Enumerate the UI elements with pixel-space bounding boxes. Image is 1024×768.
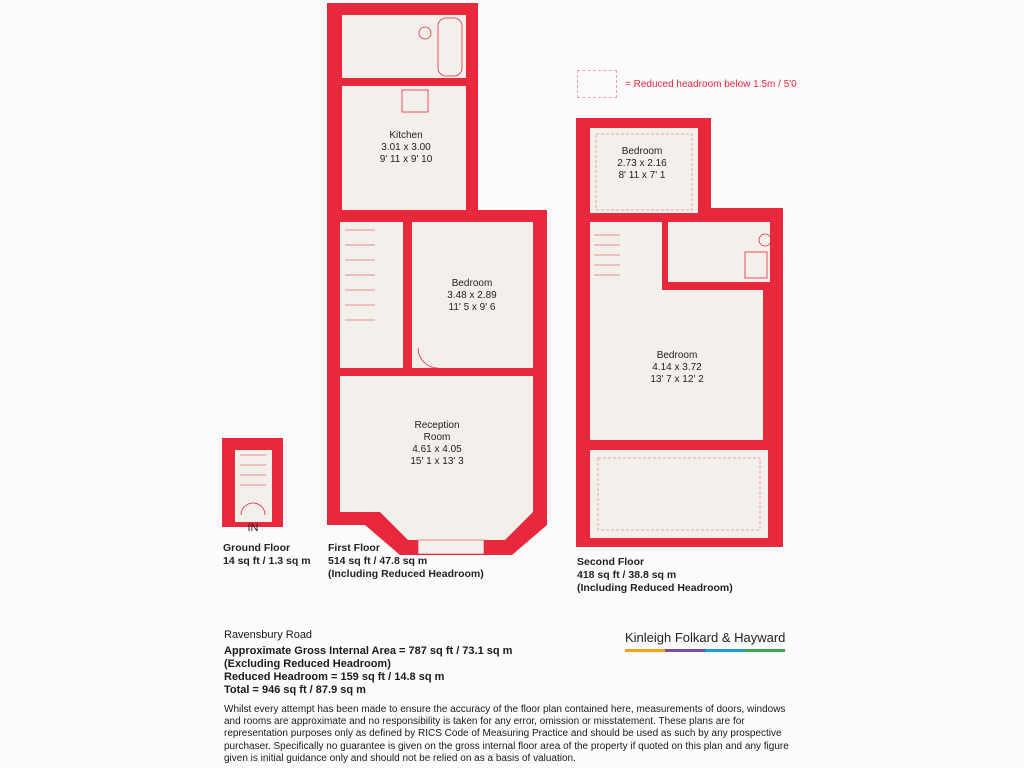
room-metric: 2.73 x 2.16 (617, 158, 667, 169)
room-imperial: 8' 11 x 7' 1 (618, 170, 666, 181)
room-label-bedroom-first (432, 278, 512, 314)
first-floor-caption (328, 542, 484, 581)
area-summary (224, 629, 512, 697)
ground-floor-caption (223, 542, 311, 568)
logo-color-bar (625, 649, 785, 652)
gross-internal-area: Approximate Gross Internal Area = 787 sq ft / 73.1 sq m (224, 645, 513, 657)
room-name: Reception (414, 420, 460, 431)
floor-area: 418 sq ft / 38.8 sq m (577, 569, 677, 581)
gia-note: (Excluding Reduced Headroom) (224, 658, 391, 670)
floor-area: 514 sq ft / 47.8 sq m (328, 555, 428, 567)
total-area: Total = 946 sq ft / 87.9 sq m (224, 684, 366, 696)
room-metric: 4.61 x 4.05 (412, 444, 462, 455)
room-name: Bedroom (621, 146, 663, 157)
disclaimer: Whilst every attempt has been made to ensure the accuracy of the floor plan contained here, measurements of doors, windows and rooms are approximate and no responsibility is taken for any error, omission or misstatement. These plans are for representation purposes only as defined by RICS Code of Measuring Practice and should be used as such by any prospective purchaser. Specifically no guarantee is given on the gross internal floor area of the property if quoted on this plan and any figure given is initial guidance only and should not be relied on as a basis of valuation. (224, 704, 789, 764)
room-name: Kitchen (389, 130, 423, 141)
legend-text: = Reduced headroom below 1.5m / 5'0 (625, 78, 797, 90)
room-metric: 3.48 x 2.89 (447, 290, 497, 301)
second-floor-caption (577, 556, 733, 595)
room-name: Bedroom (451, 278, 493, 289)
room-imperial: 11' 5 x 9' 6 (448, 302, 496, 313)
room-label-bedroom-top (602, 146, 682, 182)
room-imperial: 9' 11 x 9' 10 (379, 154, 433, 165)
reduced-headroom-swatch (577, 70, 617, 98)
floor-title: Second Floor (577, 556, 645, 568)
room-metric: 3.01 x 3.00 (381, 142, 431, 153)
room-imperial: 15' 1 x 13' 3 (410, 456, 464, 467)
room-metric: 4.14 x 3.72 (652, 362, 702, 373)
ground-floor-plan (222, 438, 283, 527)
legend (577, 70, 797, 98)
floor-note: (Including Reduced Headroom) (328, 568, 484, 580)
second-floor-plan (576, 118, 783, 547)
floor-area: 14 sq ft / 1.3 sq m (223, 555, 311, 567)
floor-note: (Including Reduced Headroom) (577, 582, 733, 594)
agency-logo (625, 630, 785, 652)
room-label-reception (397, 420, 477, 468)
reduced-headroom-area: Reduced Headroom = 159 sq ft / 14.8 sq m (224, 671, 445, 683)
room-name: Bedroom (656, 350, 698, 361)
floor-title: Ground Floor (223, 542, 291, 554)
entrance-label: IN (247, 522, 259, 534)
address: Ravensbury Road (224, 629, 313, 641)
room-label-kitchen (366, 130, 446, 166)
room-imperial: 13' 7 x 12' 2 (650, 374, 704, 385)
room-name-2: Room (423, 432, 451, 443)
floor-title: First Floor (328, 542, 380, 554)
logo-text: Kinleigh Folkard & Hayward (625, 630, 786, 645)
room-label-bedroom-main (637, 350, 717, 386)
